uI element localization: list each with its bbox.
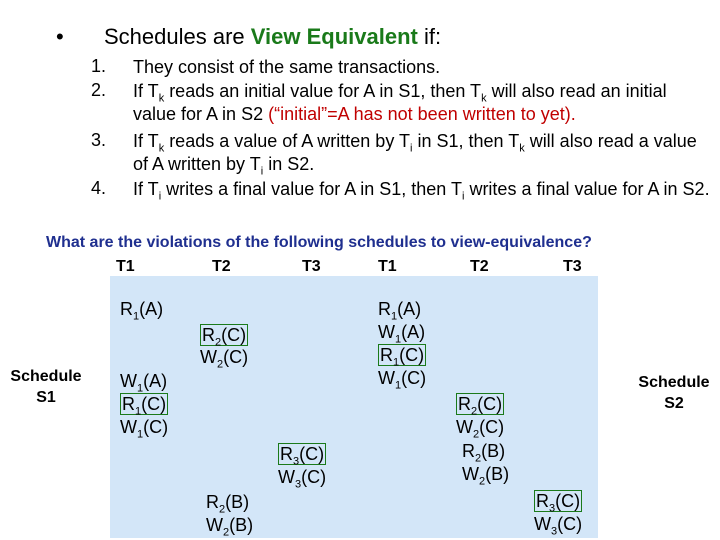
s1-op-r3c: $R_3(C)$ bbox=[280, 444, 325, 468]
s2-op-r3c: $R_3(C)$ bbox=[536, 491, 581, 515]
s1-op-r2c: $R_2(C)$ bbox=[202, 325, 247, 349]
schedule-s2-label: Schedule S2 bbox=[638, 374, 710, 412]
s2-op-w2c: $W_2(C)$ bbox=[456, 417, 505, 441]
s2-header-t2: T2 bbox=[470, 258, 489, 275]
s2-op-w1a: $W_1(A)$ bbox=[378, 322, 426, 346]
s2-op-r1c: $R_1(C)$ bbox=[380, 345, 425, 369]
s1-op-w1c: $W_1(C)$ bbox=[120, 417, 169, 441]
condition-3: If $T_k$ reads a value of A written by $T_i$ in S1, then $T_k$ will also read a value of A written by $T_i$ in S2. bbox=[133, 131, 697, 178]
s2-header-t1: T1 bbox=[378, 258, 397, 275]
condition-number: 2. bbox=[90, 80, 106, 100]
s1-header-t2: T2 bbox=[212, 258, 231, 275]
condition-4: If $T_i$ writes a final value for A in S1, then $T_i$ writes a final value for A in S2. bbox=[133, 179, 710, 203]
condition-number: 1. bbox=[90, 56, 106, 76]
heading-prefix: Schedules are bbox=[104, 24, 251, 49]
s2-op-w3c: $W_3(C)$ bbox=[534, 514, 583, 538]
s1-op-w3c: $W_3(C)$ bbox=[278, 467, 327, 491]
s2-op-r1a: $R_1(A)$ bbox=[378, 299, 422, 323]
s1-op-r2b: $R_2(B)$ bbox=[206, 492, 250, 516]
slide-heading bbox=[104, 24, 441, 50]
s1-header-t1: T1 bbox=[116, 258, 135, 275]
initial-note: (“initial”=A has not been written to yet). bbox=[268, 104, 576, 124]
s2-op-r2b: $R_2(B)$ bbox=[462, 441, 506, 465]
s2-header-t3: T3 bbox=[563, 258, 582, 275]
heading-keyword: View Equivalent bbox=[250, 24, 418, 49]
s1-op-r1c: $R_1(C)$ bbox=[122, 394, 167, 418]
condition-number: 3. bbox=[90, 130, 106, 150]
question: What are the violations of the following schedules to view-equivalence? bbox=[46, 234, 592, 251]
s1-op-w1a: $W_1(A)$ bbox=[120, 371, 168, 395]
s1-op-w2c: $W_2(C)$ bbox=[200, 347, 249, 371]
s1-op-r1a: $R_1(A)$ bbox=[120, 299, 164, 323]
s2-op-w2b: $W_2(B)$ bbox=[462, 464, 510, 488]
s1-op-w2b: $W_2(B)$ bbox=[206, 515, 254, 539]
heading-suffix: if: bbox=[417, 24, 442, 49]
condition-2: If $T_k$ reads an initial value for A in S1, then $T_k$ will also read an initial value for A in S2 (“initial”=A has not been written to yet). bbox=[133, 81, 667, 124]
condition-1: They consist of the same transactions. bbox=[133, 57, 441, 77]
s2-op-r2c: $R_2(C)$ bbox=[458, 394, 503, 418]
condition-number: 4. bbox=[90, 178, 106, 198]
bullet: • bbox=[56, 24, 64, 49]
s1-header-t3: T3 bbox=[302, 258, 321, 275]
s2-op-w1c: $W_1(C)$ bbox=[378, 368, 427, 392]
schedule-s1-label: Schedule S1 bbox=[10, 368, 82, 406]
